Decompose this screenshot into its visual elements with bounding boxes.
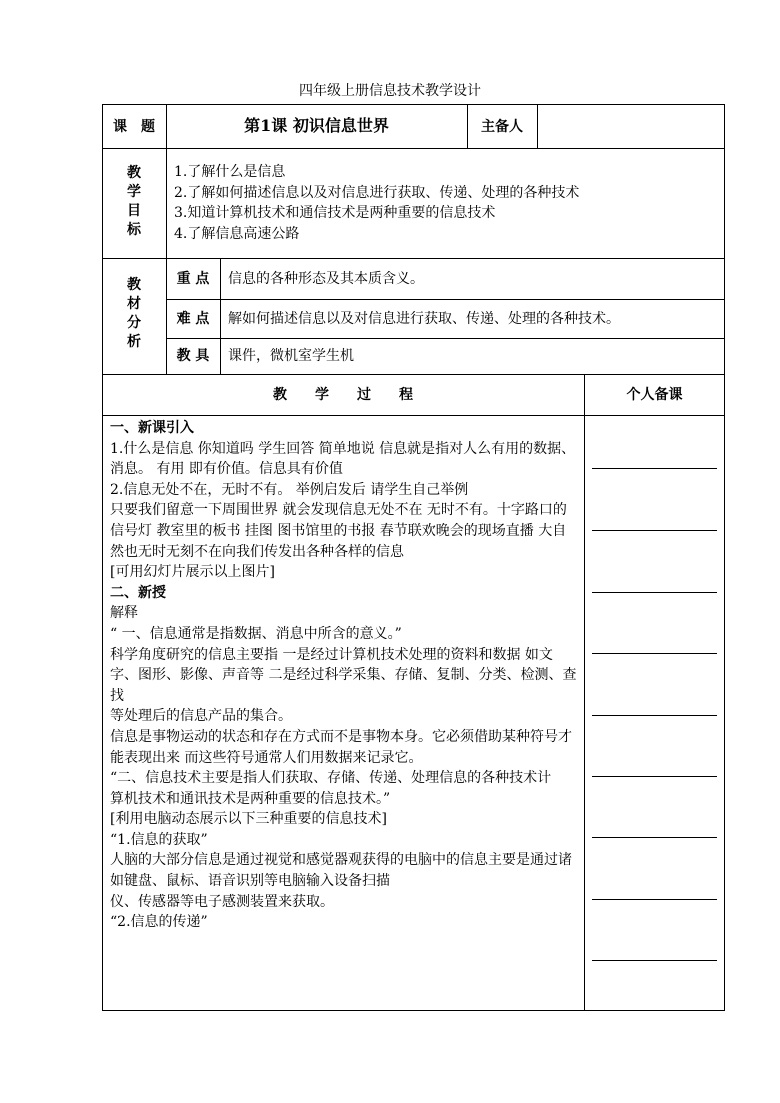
process-line: 只要我们留意一下周围世界 就会发现信息无处不在 无时不有。十字路口的信号灯 教室里的板书 挂图 图书馆里的书报 春节联欢晚会的现场直播 大自然也无时无刻不在向我们传发出各种各样的信息 — [110, 502, 567, 560]
key-point-text: 信息的各种形态及其本质含义。 — [228, 271, 424, 287]
column-divider — [166, 104, 167, 374]
memo-line — [592, 468, 717, 469]
goal-item: 1.了解什么是信息 — [174, 164, 286, 180]
process-line: 二、新授 — [110, 584, 166, 601]
course-label: 课 题 — [113, 119, 155, 135]
goal-item: 4.了解信息高速公路 — [174, 225, 300, 242]
process-line: “2.信息的传递” — [110, 914, 208, 931]
difficulty-text: 解如何描述信息以及对信息进行获取、传递、处理的各种技术。 — [228, 311, 620, 327]
analysis-label-char: 教 — [127, 277, 141, 293]
teaching-aids-label: 教 具 — [176, 348, 210, 364]
process-line: [可用幻灯片展示以上图片] — [110, 564, 275, 581]
goals-label-char: 教 — [127, 165, 141, 181]
process-line: 人脑的大部分信息是通过视觉和感觉器观获得的电脑中的信息主要是通过诸如键盘、鼠标、语音识别等电脑输入设备扫描 — [110, 852, 572, 890]
process-line: 信息是事物运动的状态和存在方式而不是事物本身。它必须借助某种符号才 — [110, 728, 572, 745]
lesson-plan-table — [102, 104, 725, 1011]
column-divider — [584, 374, 585, 1011]
process-line: “二、信息技术主要是指人们获取、存储、传递、处理信息的各种技术计 — [110, 770, 552, 787]
column-divider — [220, 258, 221, 374]
row-divider — [166, 299, 725, 300]
preparer-label: 主备人 — [481, 119, 523, 135]
process-line: 能表现出来 而这些符号通常人们用数据来记录它。 — [110, 749, 423, 766]
memo-line — [592, 715, 717, 716]
goal-item: 3.知道计算机技术和通信技术是两种重要的信息技术 — [174, 205, 496, 221]
row-divider — [166, 338, 725, 339]
memo-header: 个人备课 — [626, 387, 683, 403]
memo-line — [592, 653, 717, 654]
memo-line — [592, 837, 717, 838]
process-line: “ 一、信息通常是指数据、消息中所含的意义。” — [110, 625, 402, 642]
process-line: 一、新课引入 — [110, 420, 194, 436]
process-line: 科学角度研究的信息主要指 一是经过计算机技术处理的资料和数据 如文 — [110, 646, 553, 663]
row-divider — [102, 258, 725, 259]
process-line: “1.信息的获取” — [110, 831, 208, 848]
process-line: 仪、传感器等电子感测装置来获取。 — [110, 893, 334, 910]
goal-item: 2.了解如何描述信息以及对信息进行获取、传递、处理的各种技术 — [174, 184, 580, 201]
analysis-label-char: 析 — [127, 334, 141, 350]
memo-line — [592, 899, 717, 900]
memo-line — [592, 776, 717, 777]
process-line: 字、图形、影像、声音等 二是经过科学采集、存储、复制、分类、检测、查找 — [110, 667, 577, 704]
key-point-label: 重 点 — [176, 271, 210, 287]
analysis-label-char: 分 — [127, 315, 141, 331]
row-divider — [102, 374, 725, 375]
document-title: 四年级上册信息技术教学设计 — [299, 83, 481, 99]
goals-label-char: 目 — [127, 203, 141, 219]
teaching-aids-text: 课件，微机室学生机 — [228, 348, 354, 364]
column-divider — [537, 104, 538, 148]
process-line: 算机技术和通讯技术是两种重要的信息技术。” — [110, 790, 391, 807]
process-line: 解释 — [110, 605, 138, 622]
process-line: 等处理后的信息产品的集合。 — [110, 708, 292, 725]
goals-label-char: 学 — [127, 184, 141, 200]
process-line: [利用电脑动态展示以下三种重要的信息技术] — [110, 811, 387, 828]
memo-line — [592, 530, 717, 531]
analysis-label-char: 材 — [127, 296, 141, 312]
process-line: 1.什么是信息 你知道吗 学生回答 简单地说 信息就是指对人么有用的数据、消息。 有用 即有价值。信息具有价值 — [110, 440, 576, 478]
lesson-title: 第1课 初识信息世界 — [244, 116, 389, 135]
difficulty-label: 难 点 — [176, 311, 210, 327]
memo-line — [592, 592, 717, 593]
process-content — [110, 418, 580, 933]
memo-line — [592, 960, 717, 961]
goals-label — [124, 164, 144, 240]
process-header: 教 学 过 程 — [273, 387, 413, 403]
row-divider — [102, 415, 725, 416]
goals-list — [174, 162, 579, 244]
process-line: 2.信息无处不在，无时不有。 举例启发后 请学生自己举例 — [110, 481, 469, 498]
analysis-label — [124, 276, 144, 352]
row-divider — [102, 148, 725, 149]
goals-label-char: 标 — [127, 222, 141, 238]
